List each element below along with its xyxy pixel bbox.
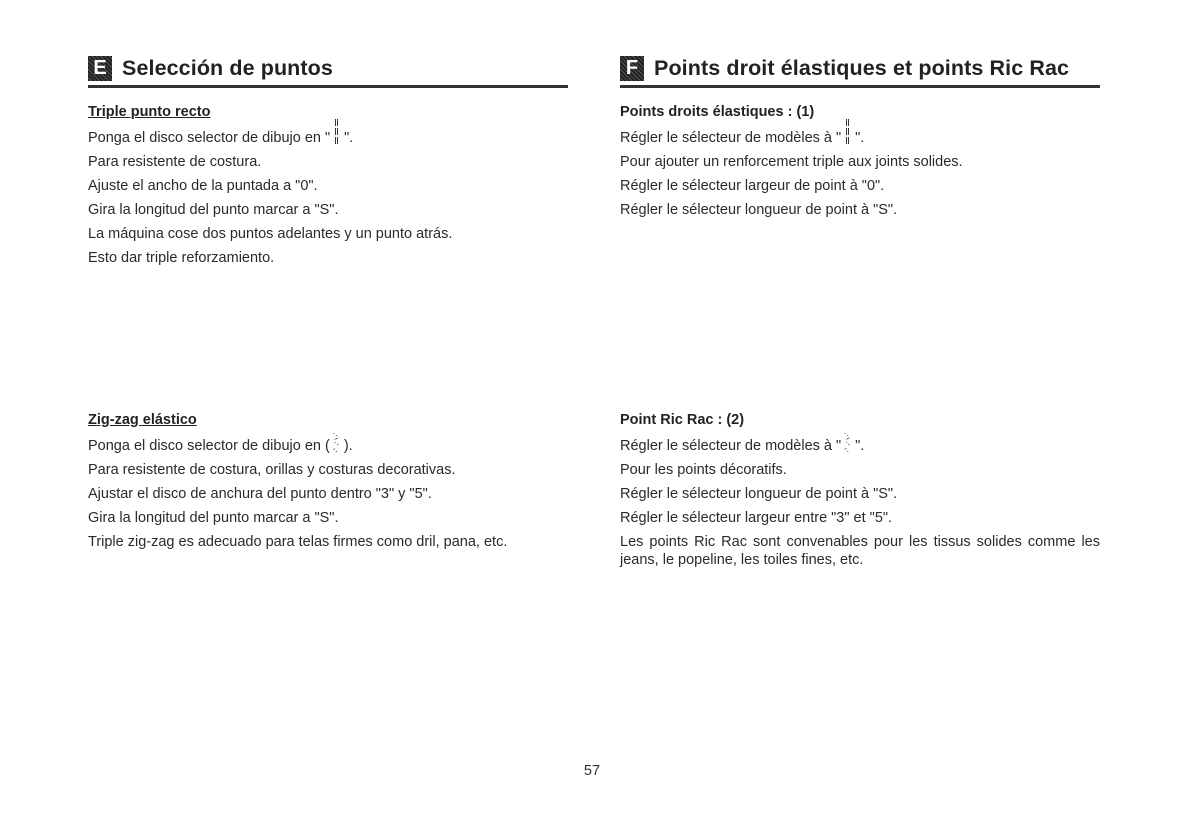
instruction-paragraph: Triple zig-zag es adecuado para telas firmes como dril, pana, etc. bbox=[88, 534, 508, 550]
french-column bbox=[620, 52, 1100, 568]
instruction-line: Régler le sélecteur longueur de point à "S". bbox=[620, 202, 898, 218]
instruction-line bbox=[620, 434, 1100, 458]
page-number: 57 bbox=[583, 763, 601, 779]
instruction-line bbox=[88, 434, 568, 458]
french-heading bbox=[620, 52, 1100, 88]
triple-straight-section bbox=[88, 102, 568, 270]
text-fragment: Régler le sélecteur de modèles à " bbox=[620, 130, 842, 146]
instruction-line: Ajustar el disco de anchura del punto dentro "3" y "5". bbox=[88, 486, 432, 502]
instruction-line: Régler le sélecteur largeur entre "3" et "5". bbox=[620, 510, 893, 526]
instruction-line: Gira la longitud del punto marcar a "S". bbox=[88, 202, 339, 218]
triple-straight-stitch-icon bbox=[332, 127, 342, 145]
text-fragment: Ponga el disco selector de dibujo en " bbox=[88, 130, 331, 146]
text-fragment: ". bbox=[344, 130, 354, 146]
instruction-line: La máquina cose dos puntos adelantes y un punto atrás. bbox=[88, 226, 453, 242]
french-title: Points droit élastiques et points Ric Rac bbox=[654, 55, 1070, 80]
text-fragment: Régler le sélecteur de modèles à " bbox=[620, 438, 842, 454]
instruction-line bbox=[620, 126, 1100, 150]
instruction-line: Ajuste el ancho de la puntada a "0". bbox=[88, 178, 318, 194]
language-badge-e: E bbox=[88, 56, 112, 81]
ric-rac-zigzag-stitch-icon bbox=[843, 435, 853, 453]
section-heading: Triple punto recto bbox=[88, 104, 211, 120]
instruction-line: Para resistente de costura. bbox=[88, 154, 262, 170]
instruction-line: Esto dar triple reforzamiento. bbox=[88, 250, 275, 266]
instruction-line: Régler le sélecteur longueur de point à "S". bbox=[620, 486, 898, 502]
instruction-line: Régler le sélecteur largeur de point à "0". bbox=[620, 178, 885, 194]
triple-straight-stitch-icon bbox=[843, 127, 853, 145]
text-fragment: ). bbox=[343, 438, 353, 454]
spanish-title: Selección de puntos bbox=[122, 55, 333, 80]
elastic-straight-section bbox=[620, 102, 1100, 222]
ric-rac-zigzag-stitch-icon bbox=[332, 435, 342, 453]
instruction-line bbox=[88, 126, 568, 150]
instruction-line: Pour ajouter un renforcement triple aux joints solides. bbox=[620, 154, 963, 170]
elastic-zigzag-section bbox=[88, 410, 568, 551]
instruction-line: Para resistente de costura, orillas y costuras decorativas. bbox=[88, 462, 456, 478]
instruction-paragraph: Les points Ric Rac sont convenables pour les tissus solides comme les jeans, le popeline, les toiles fines, etc. bbox=[620, 534, 1100, 568]
text-fragment: ". bbox=[855, 130, 865, 146]
section-heading: Points droits élastiques : (1) bbox=[620, 104, 815, 120]
instruction-line: Gira la longitud del punto marcar a "S". bbox=[88, 510, 339, 526]
ric-rac-section bbox=[620, 410, 1100, 569]
section-heading: Zig-zag elástico bbox=[88, 412, 197, 428]
text-fragment: Ponga el disco selector de dibujo en ( bbox=[88, 438, 330, 454]
language-badge-f: F bbox=[620, 56, 644, 81]
spanish-column bbox=[88, 52, 568, 550]
section-heading: Point Ric Rac : (2) bbox=[620, 412, 745, 428]
text-fragment: ". bbox=[855, 438, 865, 454]
spanish-heading bbox=[88, 52, 568, 88]
instruction-line: Pour les points décoratifs. bbox=[620, 462, 787, 478]
